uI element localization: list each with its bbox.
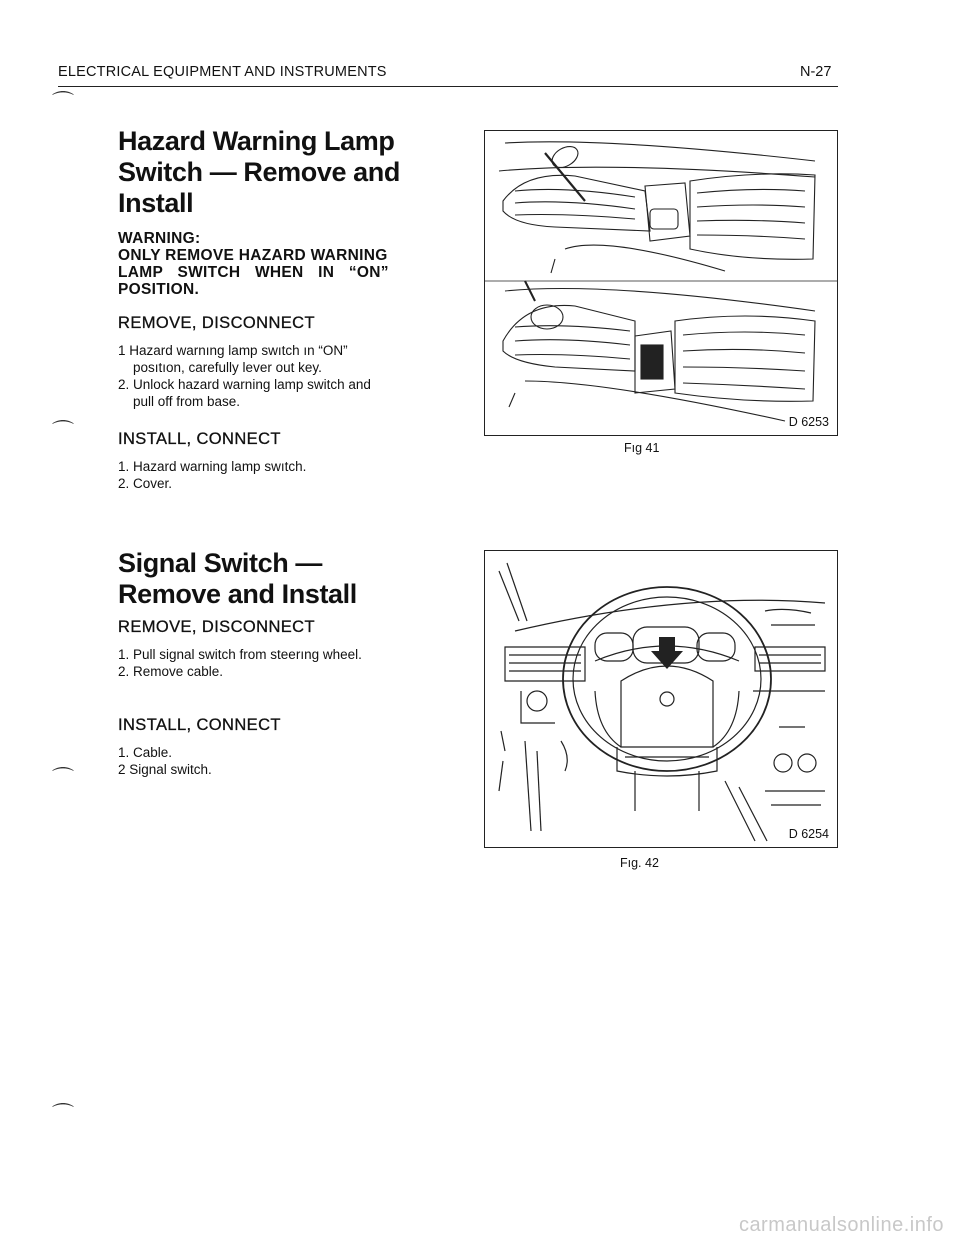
hazard-title-line: Switch — Remove and (118, 157, 400, 187)
hazard-title-line: Install (118, 188, 194, 218)
watermark: carmanualsonline.info (738, 1214, 944, 1236)
dashboard-vent-illustration (485, 131, 837, 435)
binding-mark: ⌒ (52, 1102, 75, 1127)
step-line: 1 Hazard warnıng lamp swıtch ın “ON” (118, 343, 348, 358)
list-item: 2 Signal switch. (118, 762, 212, 777)
hazard-remove-heading: REMOVE, DISCONNECT (118, 314, 315, 332)
step-line: pull off from base. (133, 394, 241, 409)
list-item: 1. Hazard warning lamp swıtch. (118, 459, 307, 474)
hazard-warning (118, 230, 436, 298)
warning-text-line: POSITION. (118, 281, 200, 298)
arrow-down-icon (651, 637, 683, 669)
running-header-section: ELECTRICAL EQUIPMENT AND INSTRUMENTS (58, 64, 387, 80)
signal-title-line: Remove and Install (118, 579, 357, 609)
list-item: 1. Cable. (118, 745, 173, 760)
hazard-title (118, 126, 400, 219)
hazard-title-line: Hazard Warning Lamp (118, 126, 395, 156)
warning-text-line: LAMP SWITCH WHEN IN “ON” (118, 264, 389, 281)
figure-code: D 6254 (788, 827, 829, 841)
list-item: 2. Remove cable. (118, 664, 224, 679)
list-item: 1. Pull signal switch from steerıng wheel. (118, 647, 362, 662)
figure-41-caption: Fıg 41 (624, 441, 660, 455)
binding-mark: ⌒ (52, 766, 75, 791)
figure-42 (484, 550, 838, 848)
page-number: N-27 (800, 64, 832, 80)
binding-mark: ⌒ (52, 419, 75, 444)
list-item: 2. Cover. (118, 476, 173, 491)
warning-label: WARNING: (118, 230, 201, 247)
signal-install-heading: INSTALL, CONNECT (118, 716, 281, 734)
signal-remove-steps (118, 646, 362, 680)
signal-remove-heading: REMOVE, DISCONNECT (118, 618, 315, 636)
signal-install-steps (118, 744, 212, 778)
binding-mark: ⌒ (52, 90, 75, 115)
hazard-remove-steps (118, 342, 371, 410)
figure-code: D 6253 (788, 415, 829, 429)
step-line: posıtıon, carefully lever out key. (133, 360, 322, 375)
header-rule (58, 86, 838, 87)
hazard-install-steps (118, 458, 306, 492)
step-line: 2. Unlock hazard warning lamp switch and (118, 377, 371, 392)
list-item (118, 342, 371, 376)
warning-text-line: ONLY REMOVE HAZARD WARNING (118, 247, 388, 264)
figure-42-caption: Fıg. 42 (620, 856, 659, 870)
list-item (118, 376, 371, 410)
signal-title-line: Signal Switch — (118, 548, 323, 578)
signal-title (118, 548, 357, 610)
hazard-install-heading: INSTALL, CONNECT (118, 430, 281, 448)
figure-41 (484, 130, 838, 436)
steering-wheel-illustration (485, 551, 837, 847)
